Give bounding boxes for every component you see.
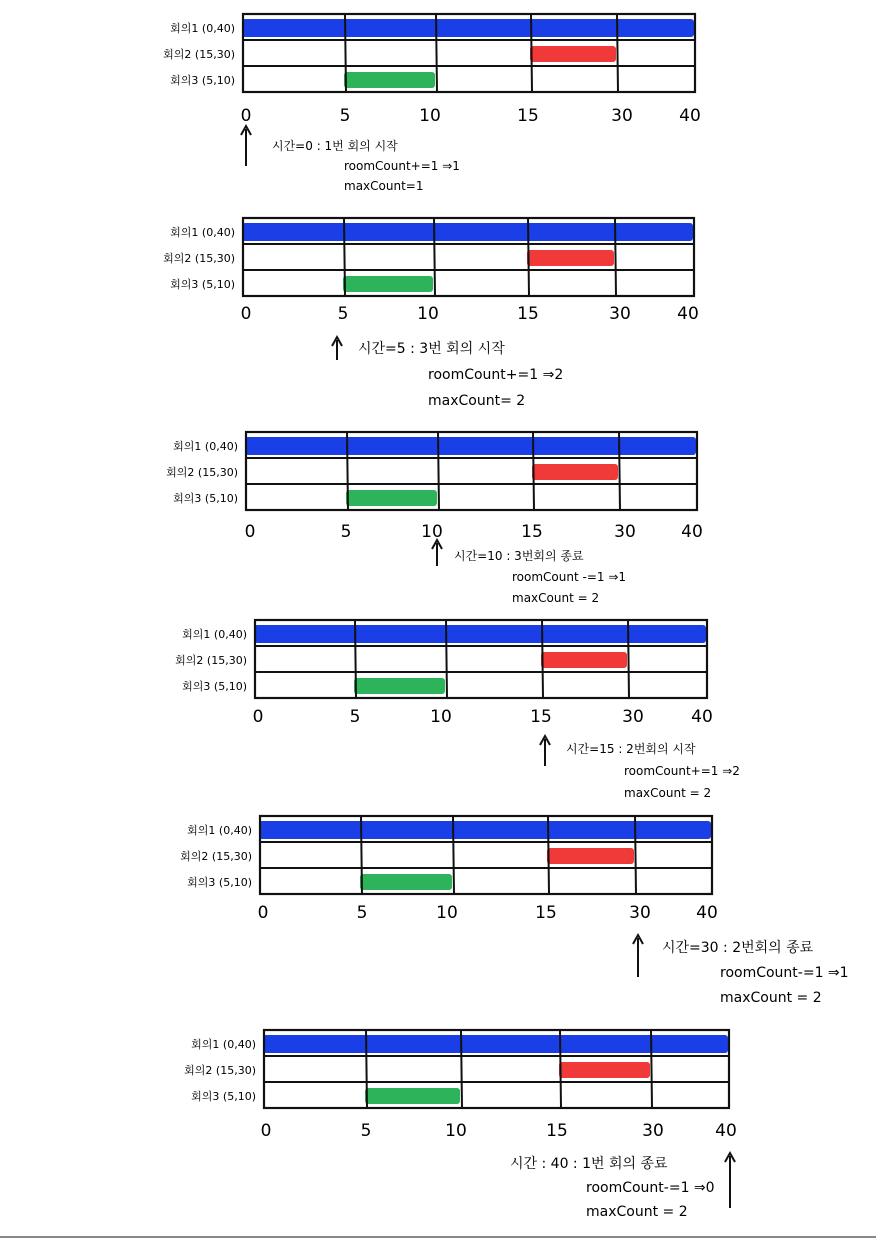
tick-label: 30 [611, 106, 633, 126]
tick-label: 0 [257, 903, 269, 923]
tick-label: 5 [339, 106, 351, 126]
tick-label: 5 [337, 304, 349, 324]
meeting-label: 회의2 (15,30) [184, 1064, 256, 1077]
meeting-bar [354, 678, 445, 694]
step-description: 시간=5 : 3번 회의 시작 [358, 341, 505, 357]
tick-label: 30 [622, 707, 644, 727]
grid-column-line [453, 816, 454, 894]
step-counter-note: roomCount+=1 ⇒2 [428, 367, 564, 383]
meeting-bar [254, 625, 706, 643]
tick-label: 30 [614, 522, 636, 542]
meeting-bar [365, 1088, 460, 1104]
grid-column-line [617, 14, 618, 92]
tick-label: 15 [546, 1121, 568, 1141]
step-counter-note: roomCount -=1 ⇒1 [512, 570, 627, 584]
meeting-bar [242, 223, 693, 241]
tick-label: 5 [356, 903, 368, 923]
meeting-label: 회의1 (0,40) [191, 1038, 256, 1051]
step-description: 시간=15 : 2번회의 시작 [566, 742, 696, 756]
grid-column-line [436, 14, 437, 92]
tick-label: 15 [517, 106, 539, 126]
tick-label: 30 [642, 1121, 664, 1141]
meeting-label: 회의2 (15,30) [163, 252, 235, 265]
tick-label: 0 [260, 1121, 272, 1141]
step-counter-note: maxCount = 2 [586, 1204, 688, 1220]
meeting-label: 회의2 (15,30) [166, 466, 238, 479]
meeting-bar [527, 250, 614, 266]
tick-label: 10 [419, 106, 441, 126]
meeting-label: 회의2 (15,30) [163, 48, 235, 61]
tick-label: 10 [445, 1121, 467, 1141]
step-description: 시간=30 : 2번회의 종료 [662, 940, 814, 956]
tick-label: 0 [240, 304, 252, 324]
grid-column-line [446, 620, 447, 698]
step-panel [163, 218, 699, 409]
meeting-label: 회의2 (15,30) [180, 850, 252, 863]
step-panel [166, 432, 703, 605]
meeting-label: 회의3 (5,10) [173, 492, 238, 505]
tick-label: 10 [421, 522, 443, 542]
step-panel [175, 620, 740, 800]
meeting-bar [245, 437, 696, 455]
step-counter-note: roomCount+=1 ⇒1 [344, 159, 460, 173]
tick-label: 0 [252, 707, 264, 727]
grid-column-line [347, 432, 348, 510]
step-panel [180, 816, 848, 1006]
meeting-label: 회의3 (5,10) [182, 680, 247, 693]
meeting-bar [263, 1035, 728, 1053]
tick-label: 5 [360, 1121, 372, 1141]
step-counter-note: maxCount= 2 [428, 393, 526, 409]
step-counter-note: roomCount-=1 ⇒0 [586, 1180, 715, 1196]
step-description: 시간=10 : 3번회의 종료 [454, 549, 584, 563]
tick-label: 40 [677, 304, 699, 324]
grid-column-line [619, 432, 620, 510]
tick-label: 40 [715, 1121, 737, 1141]
tick-label: 10 [430, 707, 452, 727]
grid-column-line [533, 432, 534, 510]
meeting-label: 회의2 (15,30) [175, 654, 247, 667]
step-description: 시간 : 40 : 1번 회의 종료 [510, 1156, 668, 1172]
meeting-label: 회의1 (0,40) [173, 440, 238, 453]
meeting-label: 회의3 (5,10) [187, 876, 252, 889]
tick-label: 10 [417, 304, 439, 324]
meeting-bar [547, 848, 634, 864]
grid-column-line [528, 218, 529, 296]
step-counter-note: maxCount = 2 [720, 990, 822, 1006]
meeting-bar [259, 821, 711, 839]
tick-label: 0 [244, 522, 256, 542]
meeting-label: 회의1 (0,40) [182, 628, 247, 641]
grid-column-line [548, 816, 549, 894]
meeting-bar [343, 276, 433, 292]
meeting-bar [559, 1062, 650, 1078]
grid-column-line [345, 14, 346, 92]
grid-column-line [361, 816, 362, 894]
meeting-bar [541, 652, 627, 668]
meeting-bar [242, 19, 694, 37]
meeting-label: 회의3 (5,10) [170, 74, 235, 87]
step-description: 시간=0 : 1번 회의 시작 [272, 139, 398, 153]
grid-column-line [628, 620, 629, 698]
tick-label: 30 [629, 903, 651, 923]
grid-column-line [438, 432, 439, 510]
tick-label: 40 [696, 903, 718, 923]
meeting-label: 회의3 (5,10) [191, 1090, 256, 1103]
tick-label: 15 [535, 903, 557, 923]
tick-label: 0 [240, 106, 252, 126]
meeting-label: 회의1 (0,40) [170, 226, 235, 239]
meeting-label: 회의1 (0,40) [187, 824, 252, 837]
tick-label: 5 [340, 522, 352, 542]
meeting-label: 회의3 (5,10) [170, 278, 235, 291]
step-counter-note: roomCount-=1 ⇒1 [720, 965, 849, 981]
tick-label: 10 [436, 903, 458, 923]
grid-column-line [461, 1030, 462, 1108]
grid-column-line [344, 218, 345, 296]
tick-label: 40 [691, 707, 713, 727]
tick-label: 15 [517, 304, 539, 324]
grid-column-line [635, 816, 636, 894]
grid-column-line [434, 218, 435, 296]
step-counter-note: roomCount+=1 ⇒2 [624, 764, 740, 778]
meeting-label: 회의1 (0,40) [170, 22, 235, 35]
tick-label: 30 [609, 304, 631, 324]
meeting-bar [346, 490, 437, 506]
grid-column-line [651, 1030, 652, 1108]
grid-column-line [531, 14, 532, 92]
grid-column-line [615, 218, 616, 296]
step-panel [163, 14, 701, 193]
tick-label: 40 [681, 522, 703, 542]
step-counter-note: maxCount = 2 [512, 591, 600, 605]
step-counter-note: maxCount = 2 [624, 786, 712, 800]
tick-label: 15 [530, 707, 552, 727]
step-panel [184, 1030, 737, 1220]
meeting-bar [532, 464, 618, 480]
grid-column-line [366, 1030, 367, 1108]
meeting-bar [530, 46, 616, 62]
meeting-bar [344, 72, 435, 88]
page-bottom-border [0, 1236, 876, 1238]
grid-column-line [560, 1030, 561, 1108]
tick-label: 15 [521, 522, 543, 542]
grid-column-line [355, 620, 356, 698]
meeting-bar [360, 874, 452, 890]
tick-label: 40 [679, 106, 701, 126]
step-counter-note: maxCount=1 [344, 179, 424, 193]
grid-column-line [542, 620, 543, 698]
tick-label: 5 [349, 707, 361, 727]
